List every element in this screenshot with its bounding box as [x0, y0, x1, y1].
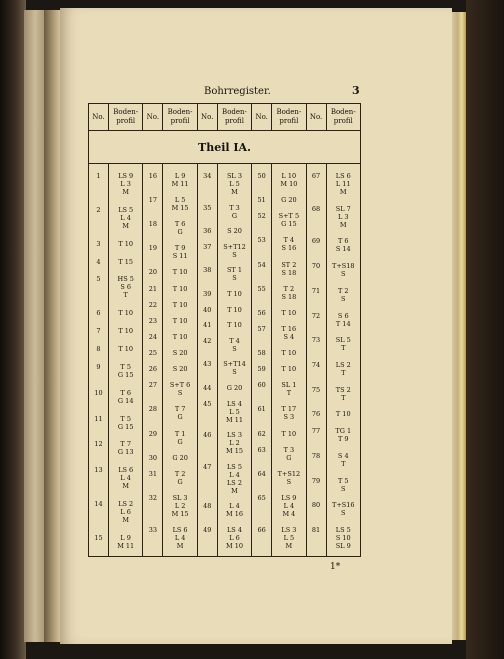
profile-layer: S 6 [120, 283, 132, 292]
profile-layer: SL 5 [335, 336, 351, 345]
entry-number: 27 [148, 381, 158, 390]
profile-layer: L 5 [174, 196, 186, 205]
entry-number: 4 [96, 257, 101, 266]
profile-layer: S [232, 250, 237, 259]
profile-layer: G 20 [226, 384, 243, 392]
entry-number: 14 [94, 500, 103, 509]
no-column-1 [89, 164, 109, 557]
entry-number: 69 [311, 237, 321, 246]
profile-layer: T 10 [172, 284, 188, 293]
page-stack-edge [452, 12, 466, 640]
profile-layer: G 14 [117, 396, 134, 405]
profile-layer: G 15 [117, 370, 134, 379]
entry-number: 40 [203, 305, 212, 314]
profile-layer: T 6 [337, 237, 349, 246]
entry-number: 63 [257, 445, 266, 454]
profile-layer: T [341, 393, 346, 402]
profile-layer: L 2 [174, 501, 186, 510]
entry-number: 34 [203, 172, 212, 180]
column-header-no: No. [89, 104, 109, 131]
entry-number: 37 [203, 242, 212, 251]
entry-number: 80 [311, 501, 321, 510]
profile-layer: LS 5 [118, 205, 134, 214]
entry-number: 52 [257, 212, 266, 221]
profile-layer: T 9 [337, 435, 349, 444]
profile-layer: G 20 [281, 196, 297, 205]
profile-layer: M [339, 220, 347, 229]
profile-layer: M [122, 482, 130, 491]
entry-number: 50 [257, 172, 266, 180]
profile-layer: T 10 [118, 345, 134, 353]
profile-layer: S+T 5 [278, 212, 300, 221]
profile-layer: M [122, 221, 130, 230]
entry-number: 32 [148, 493, 158, 502]
profile-layer: L 3 [337, 212, 349, 221]
entry-number: 25 [148, 349, 158, 358]
entry-number: 6 [96, 309, 101, 318]
entry-number: 66 [257, 526, 266, 534]
profile-layer: T 10 [281, 365, 297, 374]
profile-layer: T 17 [281, 405, 297, 414]
section-row [89, 131, 361, 164]
entry-number: 22 [148, 300, 158, 309]
profile-layer: T 10 [172, 316, 188, 325]
profile-layer: S 4 [283, 332, 295, 341]
profile-column-3 [217, 164, 251, 557]
entry-number: 36 [203, 227, 212, 236]
profile-layer: LS 6 [172, 526, 188, 534]
profile-layer: G [177, 437, 183, 446]
entry-number: 67 [311, 172, 321, 180]
profile-layer: TG 1 [335, 427, 352, 436]
profile-layer: LS 5 [335, 526, 351, 534]
profile-layer: T 1 [174, 429, 186, 438]
profile-layer: T 9 [174, 244, 186, 253]
profile-layer: T 4 [283, 236, 295, 245]
profile-layer: HS 5 [117, 275, 134, 284]
profile-layer: L 4 [174, 534, 186, 542]
profile-layer: T [341, 369, 346, 377]
profile-layer: S 4 [337, 451, 349, 460]
profile-layer: G [231, 211, 238, 220]
profile-layer: M 4 [282, 509, 296, 518]
profile-layer: S+T14 [223, 360, 246, 369]
entry-number: 29 [148, 429, 158, 438]
profile-layer: S 20 [227, 227, 242, 236]
column-header-profile: Boden- profil [109, 104, 143, 131]
no-column-2 [143, 164, 163, 557]
profile-layer: T+S12 [277, 469, 301, 478]
profile-layer: T 10 [281, 429, 297, 438]
profile-layer: LS 6 [335, 172, 351, 180]
entry-number: 57 [257, 324, 266, 333]
profile-layer: S [341, 484, 346, 493]
entry-number: 19 [148, 244, 158, 253]
profile-layer: M [231, 188, 238, 196]
profile-layer: L 4 [120, 213, 131, 222]
profile-layer: S [286, 477, 292, 486]
profile-layer: S [177, 389, 183, 398]
running-head: Bohrregister. [204, 86, 271, 97]
entry-number: 75 [311, 385, 321, 394]
entry-number: 28 [148, 405, 158, 414]
profile-layer: T 3 [229, 203, 240, 212]
entry-number: 17 [148, 196, 158, 205]
profile-layer: T 10 [172, 300, 188, 309]
entry-number: 77 [311, 427, 321, 436]
profile-layer: L 6 [229, 534, 240, 542]
profile-layer: L 4 [229, 502, 240, 511]
profile-layer: T [286, 389, 292, 398]
profile-layer: G 15 [117, 422, 134, 431]
profile-layer: LS 2 [226, 478, 242, 487]
entry-number: 9 [96, 362, 101, 371]
profile-layer: L 2 [229, 439, 240, 448]
profile-layer: L 11 [335, 180, 351, 188]
profile-column-1 [109, 164, 143, 557]
entry-number: 70 [311, 262, 321, 271]
entry-number: 59 [257, 365, 266, 374]
entry-number: 54 [257, 260, 266, 269]
profile-layer: T 10 [118, 239, 134, 248]
profile-column-5 [326, 164, 360, 557]
profile-layer: ST 2 [281, 260, 297, 269]
profile-layer: M [122, 188, 130, 196]
profile-layer: S 16 [281, 244, 297, 253]
profile-layer: S 18 [281, 292, 297, 301]
entry-number: 21 [148, 284, 158, 293]
profile-layer: M [285, 542, 293, 550]
profile-layer: S 20 [172, 365, 188, 374]
profile-layer: T 2 [337, 286, 349, 295]
profile-layer: L 9 [174, 172, 186, 180]
profile-layer: LS 3 [226, 431, 242, 440]
profile-layer: T [341, 459, 346, 468]
entry-number: 43 [203, 360, 212, 369]
entry-number: 56 [257, 308, 266, 317]
profile-layer: LS 2 [335, 361, 351, 369]
profile-layer: M 10 [280, 180, 298, 188]
no-column-4 [252, 164, 272, 557]
entry-number: 79 [311, 476, 321, 485]
entry-number: 71 [311, 286, 321, 295]
profile-layer: T+S18 [332, 262, 355, 271]
profile-layer: SL 7 [335, 204, 351, 213]
profile-layer: S 18 [281, 268, 297, 277]
profile-layer: G 20 [172, 453, 188, 462]
profile-layer: L 5 [229, 180, 240, 188]
entry-number: 18 [148, 220, 158, 229]
background-right [466, 0, 504, 659]
profile-layer: T 5 [337, 476, 349, 485]
profile-layer: L 4 [229, 470, 240, 479]
profile-layer: L 10 [281, 172, 297, 180]
profile-layer: M 15 [171, 509, 189, 518]
profile-layer: T 6 [174, 220, 186, 229]
entry-number: 11 [94, 414, 103, 423]
profile-layer: M [339, 188, 347, 196]
entry-number: 48 [203, 502, 212, 511]
profile-layer: G [177, 413, 183, 422]
profile-layer: T [123, 291, 128, 300]
entry-number: 49 [203, 526, 212, 534]
profile-layer: L 9 [120, 534, 131, 542]
profile-layer: S 6 [337, 311, 349, 320]
left-page-edge [24, 10, 46, 642]
entry-number: 12 [94, 440, 103, 449]
entry-number: 23 [148, 316, 158, 325]
signature-mark: 1* [330, 562, 341, 572]
profile-layer: LS 5 [226, 462, 242, 471]
column-header-no: No. [197, 104, 217, 131]
profile-layer: M [122, 516, 130, 525]
profile-layer: T [341, 344, 346, 353]
entry-number: 24 [148, 332, 158, 341]
profile-layer: T 5 [120, 414, 131, 423]
profile-layer: T 10 [335, 410, 351, 419]
profile-column-4 [272, 164, 306, 557]
profile-layer: T 10 [227, 321, 242, 330]
entry-number: 72 [311, 311, 321, 320]
profile-layer: T 10 [172, 332, 188, 341]
entry-number: 47 [203, 462, 212, 471]
profile-layer: T 14 [335, 319, 351, 328]
profile-layer: M 10 [225, 542, 243, 550]
entry-number: 65 [257, 493, 266, 502]
column-header-profile: Boden- profil [163, 104, 197, 131]
profile-layer: G [177, 228, 183, 237]
profile-layer: T 2 [174, 469, 186, 478]
entry-number: 5 [96, 275, 101, 284]
profile-layer: G 13 [117, 448, 134, 457]
entry-number: 20 [148, 268, 158, 277]
entry-number: 7 [96, 327, 101, 336]
profile-layer: T 2 [283, 284, 295, 293]
profile-layer: LS 3 [281, 526, 297, 534]
profile-layer: S+T 6 [169, 381, 191, 390]
profile-layer: L 5 [283, 534, 295, 542]
section-title: Theil IA. [89, 131, 361, 164]
profile-layer: ST 1 [226, 266, 242, 275]
profile-layer: LS 2 [118, 500, 134, 509]
entry-number: 76 [311, 410, 321, 419]
profile-layer: T 10 [281, 308, 297, 317]
entry-number: 35 [203, 203, 212, 212]
entry-number: 73 [311, 336, 321, 345]
page-number: 3 [352, 84, 360, 97]
profile-layer: L 6 [120, 508, 131, 517]
profile-layer: M 16 [225, 510, 243, 519]
entry-number: 30 [148, 453, 158, 462]
profile-layer: T 3 [283, 445, 295, 454]
profile-layer: T 5 [120, 362, 131, 371]
entry-number: 64 [257, 469, 266, 478]
profile-layer: M 11 [117, 542, 135, 550]
profile-layer: T 10 [118, 327, 134, 336]
profile-layer: L 4 [120, 474, 131, 483]
profile-layer: T 10 [172, 268, 188, 277]
entry-number: 51 [257, 196, 266, 205]
column-header-profile: Boden- profil [272, 104, 306, 131]
entry-number: 62 [257, 429, 266, 438]
header-row [89, 104, 361, 131]
entry-number: 45 [203, 399, 212, 408]
profile-layer: S [341, 294, 346, 303]
entry-number: 42 [203, 336, 212, 345]
entry-number: 68 [311, 204, 321, 213]
profile-layer: T 10 [227, 290, 242, 298]
profile-layer: SL 3 [172, 493, 188, 502]
entry-number: 78 [311, 451, 321, 460]
entry-number: 55 [257, 284, 266, 293]
no-column-3 [197, 164, 217, 557]
profile-layer: T 10 [281, 349, 297, 357]
no-column-5 [306, 164, 326, 557]
entry-number: 61 [257, 405, 266, 414]
entry-number: 74 [311, 361, 321, 369]
profile-layer: G 15 [281, 220, 297, 229]
profile-layer: T 7 [174, 405, 186, 414]
profile-layer: T 6 [120, 388, 131, 397]
profile-layer: L 3 [120, 180, 131, 188]
profile-layer: M 15 [225, 447, 243, 456]
profile-layer: LS 6 [118, 466, 134, 475]
entry-number: 81 [311, 526, 321, 534]
profile-layer: T 4 [229, 336, 240, 345]
profile-layer: L 5 [229, 407, 240, 416]
profile-layer: L 4 [283, 501, 295, 510]
column-header-no: No. [306, 104, 326, 131]
column-header-profile: Boden- profil [217, 104, 251, 131]
profile-layer: LS 9 [281, 493, 297, 502]
entry-number: 53 [257, 236, 266, 245]
entry-number: 13 [94, 466, 103, 475]
profile-layer: S [232, 344, 237, 353]
profile-layer: TS 2 [335, 385, 351, 394]
profile-layer: S [232, 274, 237, 283]
entry-number: 31 [148, 469, 158, 478]
entry-number: 46 [203, 431, 212, 440]
profile-layer: S [232, 368, 237, 377]
profile-layer: M 11 [171, 180, 189, 188]
profile-layer: M 15 [171, 204, 189, 213]
borehole-register-table [88, 103, 361, 560]
entry-number: 15 [94, 534, 103, 542]
profile-layer: SL 3 [226, 172, 242, 180]
profile-layer: LS 4 [226, 399, 242, 408]
entry-number: 39 [203, 290, 212, 298]
profile-layer: S [341, 509, 346, 518]
entry-number: 26 [148, 365, 158, 374]
column-header-profile: Boden- profil [326, 104, 360, 131]
profile-layer: S 14 [335, 245, 351, 254]
column-header-no: No. [143, 104, 163, 131]
profile-layer: S [341, 270, 346, 279]
entry-number: 60 [257, 381, 266, 390]
profile-layer: G [177, 477, 183, 486]
column-header-no: No. [252, 104, 272, 131]
entry-number: 33 [148, 526, 158, 534]
entry-number: 44 [203, 384, 212, 392]
profile-layer: M [176, 542, 184, 550]
profile-layer: S 11 [172, 252, 188, 261]
profile-layer: S 20 [172, 349, 188, 358]
profile-layer: M [231, 486, 238, 495]
entry-number: 16 [148, 172, 158, 180]
profile-layer: LS 9 [118, 172, 134, 180]
entry-number: 58 [257, 349, 266, 357]
book-cover-left [0, 0, 26, 659]
entry-number: 10 [94, 388, 103, 397]
entry-number: 3 [96, 239, 101, 248]
profile-layer: T 15 [118, 257, 134, 266]
profile-layer: T 10 [118, 309, 134, 318]
profile-layer: G [286, 453, 292, 462]
entry-number: 1 [96, 172, 101, 180]
profile-layer: LS 4 [226, 526, 242, 534]
profile-layer: SL 1 [281, 381, 297, 390]
entry-number: 38 [203, 266, 212, 275]
profile-layer: S 10 [335, 534, 351, 542]
profile-layer: S+T12 [223, 242, 246, 251]
profile-layer: T 10 [227, 305, 242, 314]
profile-layer: T+S16 [332, 501, 355, 510]
profile-layer: M 11 [225, 415, 243, 424]
profile-layer: S 3 [283, 413, 295, 422]
profile-layer: T 7 [120, 440, 131, 449]
profile-layer: SL 9 [335, 542, 351, 550]
profile-column-2 [163, 164, 197, 557]
entry-number: 2 [96, 205, 101, 214]
entry-number: 8 [96, 345, 101, 353]
entry-number: 41 [203, 321, 212, 330]
profile-layer: T 16 [281, 324, 297, 333]
data-row [89, 164, 361, 557]
